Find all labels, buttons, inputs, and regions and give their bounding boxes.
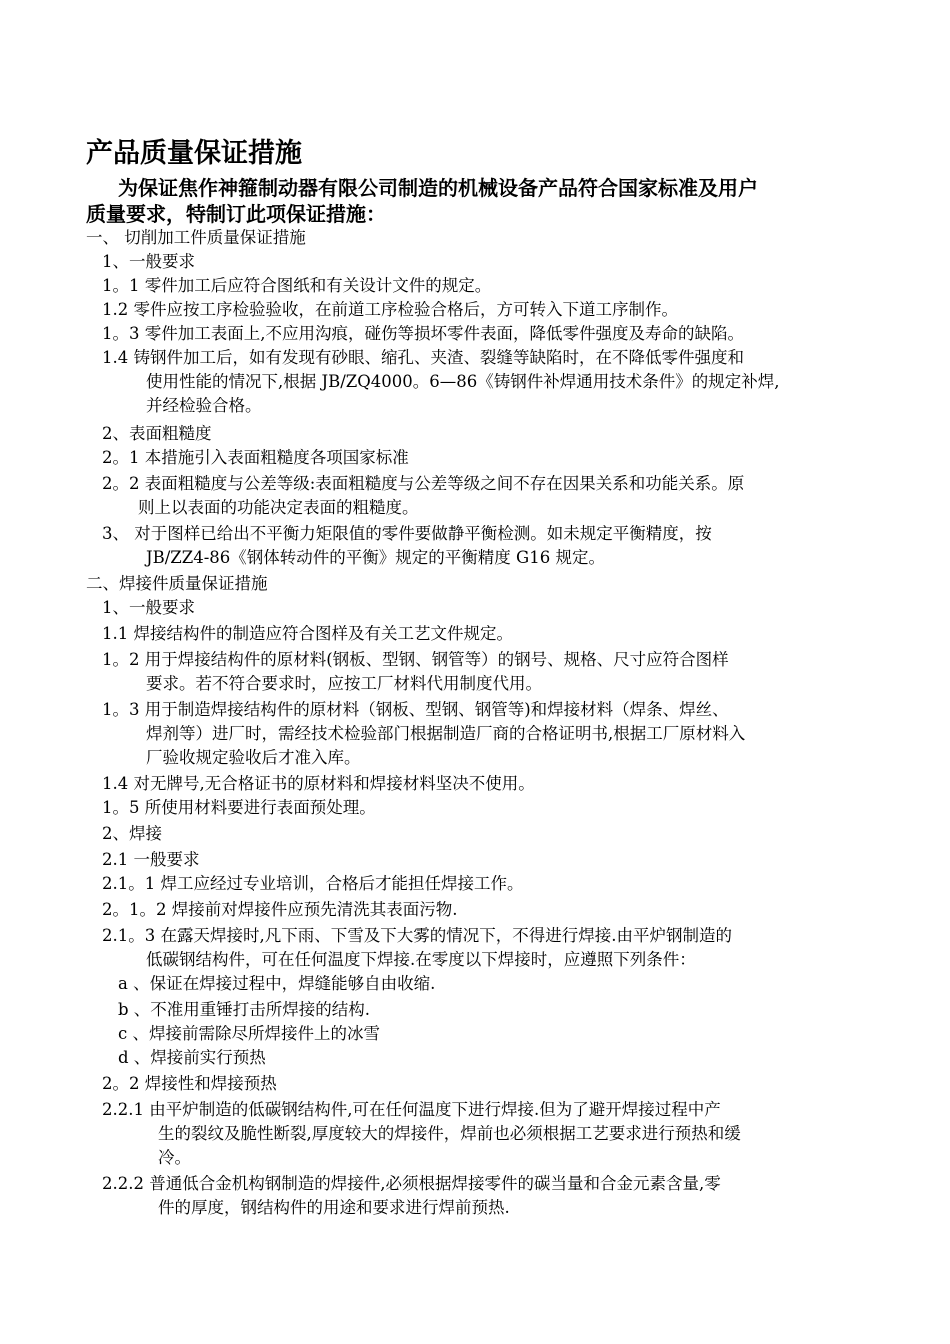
body-line: 3、 对于图样已给出不平衡力矩限值的零件要做静平衡检测。如未规定平衡精度，按 bbox=[102, 524, 712, 543]
body-line: 2.1。3 在露天焊接时,凡下雨、下雪及下大雾的情况下，不得进行焊接.由平炉钢制造的 bbox=[102, 926, 732, 945]
body-line: c 、焊接前需除尽所焊接件上的冰雪 bbox=[118, 1024, 380, 1043]
body-line: 1。5 所使用材料要进行表面预处理。 bbox=[102, 798, 376, 817]
body-line: 件的厚度，钢结构件的用途和要求进行焊前预热. bbox=[158, 1198, 510, 1217]
body-line: 1、一般要求 bbox=[102, 598, 195, 617]
body-line: JB/ZZ4-86《钢体转动件的平衡》规定的平衡精度 G16 规定。 bbox=[146, 548, 605, 567]
body-line: 2。2 表面粗糙度与公差等级:表面粗糙度与公差等级之间不存在因果关系和功能关系。原 bbox=[102, 474, 745, 493]
body-line: 1。3 零件加工表面上,不应用沟痕，碰伤等损坏零件表面，降低零件强度及寿命的缺陷。 bbox=[102, 324, 744, 343]
body-line: 1。1 零件加工后应符合图纸和有关设计文件的规定。 bbox=[102, 276, 492, 295]
body-line: 2.1 一般要求 bbox=[102, 850, 200, 869]
body-line: 2。2 焊接性和焊接预热 bbox=[102, 1074, 277, 1093]
body-line: 2。1。2 焊接前对焊接件应预先清洗其表面污物. bbox=[102, 900, 458, 919]
body-line: 二、焊接件质量保证措施 bbox=[86, 574, 268, 593]
body-line: 低碳钢结构件，可在任何温度下焊接.在零度以下焊接时，应遵照下列条件： bbox=[146, 950, 696, 969]
intro-line-1: 为保证焦作神箍制动器有限公司制造的机械设备产品符合国家标准及用户 bbox=[118, 176, 758, 200]
body-line: 1、一般要求 bbox=[102, 252, 195, 271]
body-line: 一、 切削加工件质量保证措施 bbox=[86, 228, 306, 247]
body-line: 2、焊接 bbox=[102, 824, 162, 843]
body-line: 1.1 焊接结构件的制造应符合图样及有关工艺文件规定。 bbox=[102, 624, 513, 643]
body-line: 厂验收规定验收后才准入库。 bbox=[146, 748, 361, 767]
body-line: 冷。 bbox=[158, 1148, 191, 1167]
body-line: 焊剂等）进厂时，需经技术检验部门根据制造厂商的合格证明书,根据工厂原材料入 bbox=[146, 724, 746, 743]
body-line: b 、不准用重锤打击所焊接的结构. bbox=[118, 1000, 371, 1019]
document-title: 产品质量保证措施 bbox=[86, 138, 302, 169]
intro-line-2: 质量要求，特制订此项保证措施： bbox=[86, 202, 386, 226]
body-line: d 、焊接前实行预热 bbox=[118, 1048, 266, 1067]
body-line: 2。1 本措施引入表面粗糙度各项国家标准 bbox=[102, 448, 409, 467]
body-line: a 、保证在焊接过程中，焊缝能够自由收缩. bbox=[118, 974, 436, 993]
body-line: 1。2 用于焊接结构件的原材料(钢板、型钢、钢管等）的钢号、规格、尺寸应符合图样 bbox=[102, 650, 729, 669]
body-line: 并经检验合格。 bbox=[146, 396, 262, 415]
body-line: 2.1。1 焊工应经过专业培训，合格后才能担任焊接工作。 bbox=[102, 874, 524, 893]
body-line: 1.2 零件应按工序检验验收，在前道工序检验合格后，方可转入下道工序制作。 bbox=[102, 300, 678, 319]
body-line: 1.4 对无牌号,无合格证书的原材料和焊接材料坚决不使用。 bbox=[102, 774, 535, 793]
body-line: 则上以表面的功能决定表面的粗糙度。 bbox=[138, 498, 419, 517]
body-line: 要求。若不符合要求时，应按工厂材料代用制度代用。 bbox=[146, 674, 542, 693]
body-line: 2.2.1 由平炉制造的低碳钢结构件,可在任何温度下进行焊接.但为了避开焊接过程中产 bbox=[102, 1100, 721, 1119]
body-line: 生的裂纹及脆性断裂,厚度较大的焊接件，焊前也必须根据工艺要求进行预热和缓 bbox=[158, 1124, 741, 1143]
body-line: 1.4 铸钢件加工后，如有发现有砂眼、缩孔、夹渣、裂缝等缺陷时，在不降低零件强度和 bbox=[102, 348, 744, 367]
body-line: 使用性能的情况下,根据 JB/ZQ4000。6—86《铸钢件补焊通用技术条件》的规定补焊, bbox=[146, 372, 780, 391]
body-line: 2.2.2 普通低合金机构钢制造的焊接件,必须根据焊接零件的碳当量和合金元素含量,零 bbox=[102, 1174, 721, 1193]
body-line: 1。3 用于制造焊接结构件的原材料（钢板、型钢、钢管等)和焊接材料（焊条、焊丝、 bbox=[102, 700, 729, 719]
body-line: 2、表面粗糙度 bbox=[102, 424, 212, 443]
